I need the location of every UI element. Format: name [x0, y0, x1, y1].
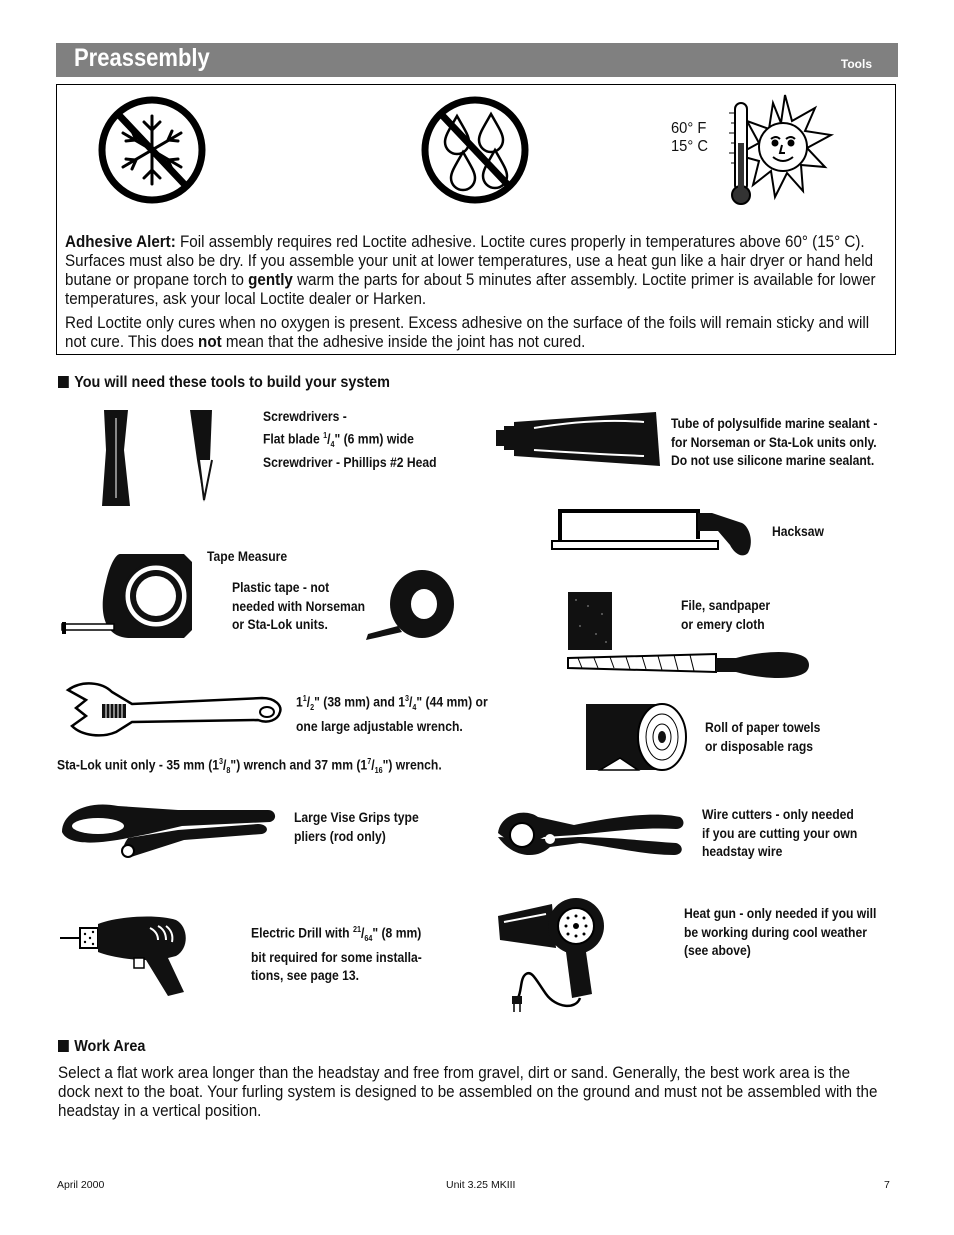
vise-grips-label: Large Vise Grips type pliers (rod only): [294, 810, 419, 844]
phillips-label: Screwdriver - Phillips #2 Head: [263, 455, 437, 470]
hacksaw-icon: [548, 503, 764, 563]
no-cold-icon: [96, 96, 208, 204]
paper-towel-roll-icon: [580, 700, 690, 774]
file-label: File, sandpaper or emery cloth: [681, 598, 771, 632]
alert-text-bold: gently: [248, 271, 293, 289]
paper-towels-label: Roll of paper towels or disposable rags: [705, 720, 821, 754]
section-label: Tools: [840, 57, 872, 71]
no-water-icon: [419, 96, 531, 204]
heat-gun-icon: [496, 894, 608, 1016]
vise-grips-icon: [58, 796, 280, 866]
adjustable-wrench-icon: [62, 680, 284, 738]
wire-cutters-label: Wire cutters - only needed if you are cutting your own headstay wire: [702, 807, 858, 859]
phillips-screwdriver-icon: [186, 408, 226, 504]
screwdrivers-label: Screwdrivers - Flat blade $^1/_4$" (6 mm) wide: [263, 409, 414, 449]
oxygen-note-part2: mean that the adhesive inside the joint has not cured.: [225, 333, 586, 351]
tools-heading: You will need these tools to build your system: [58, 374, 390, 392]
bullet-square-icon: [58, 1040, 69, 1052]
sealant-tube-icon: [494, 410, 664, 468]
sealant-label: Tube of polysulfide marine sealant - for Norseman or Sta-Lok units only. Do not use silicone marine sealant.: [671, 416, 878, 468]
footer-page-number: 7: [884, 1179, 890, 1191]
page-title: Preassembly: [74, 44, 210, 72]
work-area-heading: Work Area: [58, 1038, 145, 1056]
adhesive-alert-paragraph: [65, 233, 893, 309]
alert-text-part1: Foil assembly requires red Loctite adhesive. Loctite cures properly in temperatures above 60° (15° C). Surfaces must also be dry. If you assemble your unit at lower temperatures, use a heat gun like a hair dryer or hand held butane or propane torch to: [65, 233, 874, 289]
footer-date: April 2000: [57, 1179, 105, 1191]
plastic-tape-label: Plastic tape - not needed with Norseman or Sta-Lok units.: [232, 580, 366, 632]
temp-fahrenheit: 60° F: [671, 120, 707, 137]
oxygen-note-part1: Red Loctite only cures when no oxygen is present. Excess adhesive on the surface of the foils will remain sticky and will not cure. This does: [65, 314, 870, 351]
sandpaper-icon: [566, 590, 614, 652]
bullet-square-icon: [58, 376, 69, 388]
alert-text-part2: warm the parts for about 5 minutes after assembly. Loctite primer is available for lower temperatures, ask your local Loctite dealer or Harken.: [65, 271, 876, 308]
alert-label: Adhesive Alert:: [65, 233, 176, 251]
tape-measure-label: Tape Measure: [207, 549, 288, 564]
work-area-text: Select a flat work area longer than the headstay and free from gravel, dirt or sand. Generally, the best work area is the dock next to the boat. Your furling system is designed to be assembled on the ground and must not be assembled with the headstay in a vertical position.: [58, 1064, 878, 1120]
stalok-wrench-label: Sta-Lok unit only - 35 mm $(1^3/_8")$ wrench and 37 mm $(1^7/_{16}")$ wrench.: [57, 757, 442, 776]
file-tool-icon: [566, 650, 810, 676]
hacksaw-label: Hacksaw: [772, 524, 825, 539]
flat-screwdriver-icon: [96, 408, 136, 508]
oxygen-note-paragraph: [65, 314, 893, 352]
footer-unit: Unit 3.25 MKIII: [446, 1179, 516, 1191]
heat-gun-label: Heat gun - only needed if you will be working during cool weather (see above): [684, 906, 877, 958]
oxygen-note-bold: not: [198, 333, 222, 351]
plastic-tape-roll-icon: [362, 566, 458, 642]
electric-drill-icon: [58, 912, 198, 1000]
temp-celsius: 15° C: [671, 138, 708, 155]
temperature-label: [671, 120, 708, 156]
tape-measure-icon: [60, 552, 196, 640]
thermometer-sun-icon: [725, 93, 835, 208]
wrench-label: $1^1/_2$" (38 mm) and $1^3/_4$" (44 mm) or one large adjustable wrench.: [296, 694, 488, 734]
drill-label: Electric Drill with $^{21}/_{64}$" (8 mm) bit required for some installa- tions, see page 13.: [251, 925, 422, 984]
wire-cutters-icon: [494, 803, 686, 867]
